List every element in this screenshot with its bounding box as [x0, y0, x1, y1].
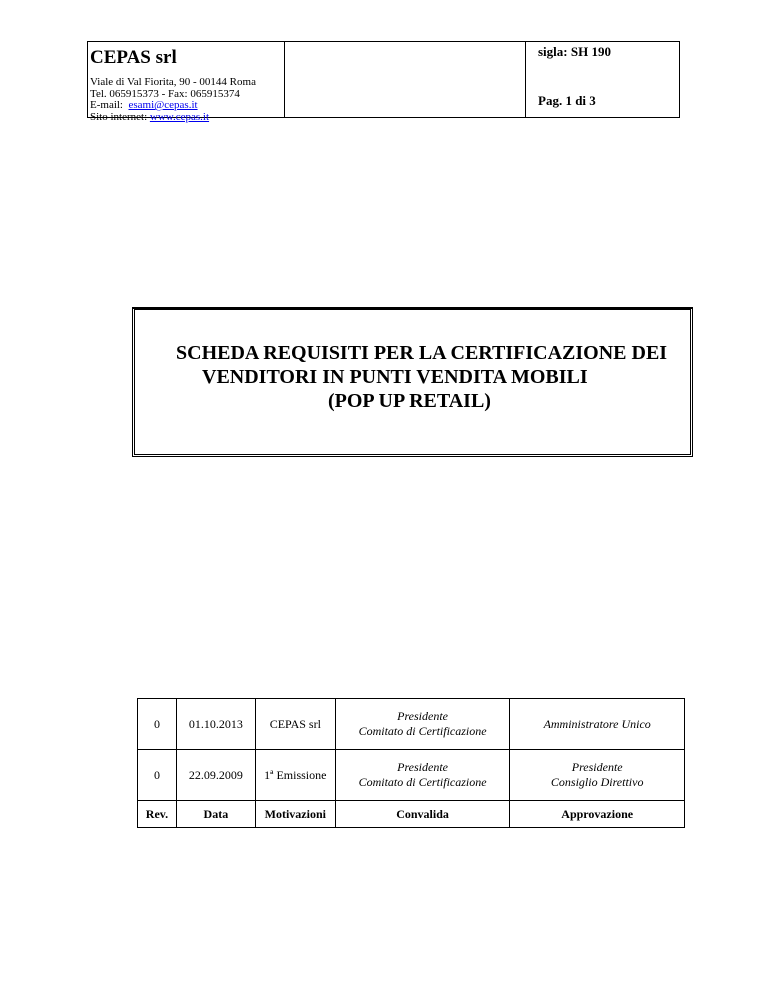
rev-cell: 0 [138, 699, 177, 750]
validation-role: Presidente [397, 709, 448, 723]
company-address: Viale di Val Fiorita, 90 - 00144 Roma [90, 76, 256, 88]
header-blank-cell [285, 42, 526, 117]
validation-body: Comitato di Certificazione [358, 724, 487, 738]
reason-cell: CEPAS srl [255, 699, 335, 750]
approval-cell [510, 699, 685, 750]
header-date: Data [176, 801, 255, 828]
email-label: E-mail: [90, 99, 123, 111]
document-code: sigla: SH 190 [538, 44, 611, 59]
header-doc-info [526, 42, 679, 117]
validation-role: Presidente [397, 760, 448, 774]
approval-role: Amministratore Unico [543, 716, 651, 731]
company-info [88, 42, 285, 123]
site-label: Sito internet: [90, 110, 148, 123]
revision-table [137, 698, 685, 828]
header-validation: Convalida [335, 801, 510, 828]
validation-cell [335, 699, 510, 750]
title-line-2: VENDITORI IN PUNTI VENDITA MOBILI [202, 366, 588, 388]
date-cell: 01.10.2013 [176, 699, 255, 750]
approval-cell [510, 750, 685, 801]
header-rev: Rev. [138, 801, 177, 828]
validation-cell [335, 750, 510, 801]
title-box [132, 307, 693, 457]
document-title [176, 341, 667, 413]
validation-body: Comitato di Certificazione [358, 775, 487, 789]
approval-role: Presidente [571, 760, 623, 774]
site-link[interactable]: www.cepas.it [149, 110, 210, 123]
email-link[interactable]: esami@cepas.it [128, 99, 198, 111]
company-name: CEPAS srl [90, 47, 177, 68]
title-line-3: (POP UP RETAIL) [328, 390, 491, 412]
reason-cell: 1ª Emissione [255, 750, 335, 801]
approval-body: Consiglio Direttivo [550, 775, 644, 789]
header-reasons: Motivazioni [255, 801, 335, 828]
page-number: Pag. 1 di 3 [538, 93, 596, 108]
table-row [138, 750, 685, 801]
company-site-line [90, 112, 284, 124]
rev-cell: 0 [138, 750, 177, 801]
document-header [87, 41, 680, 123]
table-header-row [138, 801, 685, 828]
date-cell: 22.09.2009 [176, 750, 255, 801]
table-row [138, 699, 685, 750]
company-address-block [90, 77, 284, 123]
header-approval: Approvazione [510, 801, 685, 828]
title-line-1: SCHEDA REQUISITI PER LA CERTIFICAZIONE DEI [176, 342, 668, 364]
company-phone: Tel. 065915373 - Fax: 065915374 [90, 87, 240, 100]
